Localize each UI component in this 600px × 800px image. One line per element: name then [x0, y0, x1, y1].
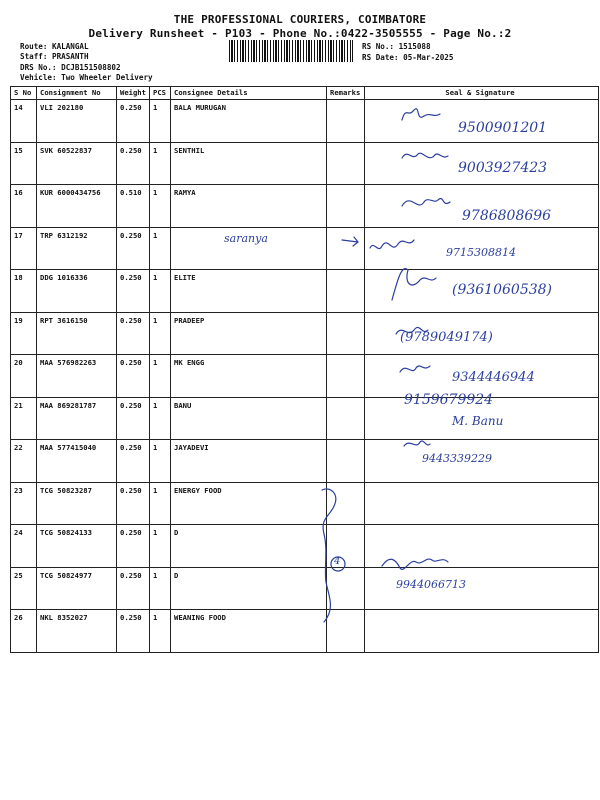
cell-weight: 0.250: [117, 525, 150, 568]
cell-consignment: RPT 3616150: [37, 312, 117, 355]
cell-sno: 24: [11, 525, 37, 568]
handwritten-phone-20: 9344446944: [452, 370, 535, 385]
cell-weight: 0.250: [117, 142, 150, 185]
cell-consignee: MK ENGG: [171, 355, 327, 398]
cell-pcs: 1: [150, 482, 171, 525]
col-signature: Seal & Signature: [365, 87, 599, 100]
handwritten-phone-14: 9500901201: [458, 120, 548, 136]
circle-number: 4: [334, 556, 341, 567]
cell-consignee: JAYADEVI: [171, 440, 327, 483]
cell-consignee: D: [171, 567, 327, 610]
signature-20: [400, 366, 430, 372]
cell-weight: 0.250: [117, 270, 150, 313]
cell-pcs: 1: [150, 610, 171, 653]
cell-pcs: 1: [150, 270, 171, 313]
runsheet-subtitle: Delivery Runsheet - P103 - Phone No.:0422-3505555 - Page No.:2: [88, 27, 512, 40]
cell-weight: 0.250: [117, 100, 150, 143]
handwritten-phone-24: 9944066713: [396, 578, 466, 591]
cell-consignment: TCG 50824977: [37, 567, 117, 610]
handwritten-phone-16: 9786808696: [462, 208, 552, 224]
cell-consignment: MAA 577415040: [37, 440, 117, 483]
cell-sno: 19: [11, 312, 37, 355]
cell-consignment: TRP 6312192: [37, 227, 117, 270]
cell-consignment: TCG 50824133: [37, 525, 117, 568]
col-consignee: Consignee Details: [171, 87, 327, 100]
cell-weight: 0.250: [117, 567, 150, 610]
cell-consignment: KUR 6000434756: [37, 185, 117, 228]
cell-consignment: VLI 202180: [37, 100, 117, 143]
cell-consignee: WEANING FOOD: [171, 610, 327, 653]
rs-number: RS No.: 1515088: [362, 42, 431, 51]
cell-consignee: ELITE: [171, 270, 327, 313]
handwritten-phone-22: 9443339229: [422, 452, 492, 465]
cell-pcs: 1: [150, 100, 171, 143]
cell-consignment: MAA 869281787: [37, 397, 117, 440]
cell-consignee: ENERGY FOOD: [171, 482, 327, 525]
cell-weight: 0.250: [117, 440, 150, 483]
signature-24: [382, 559, 448, 569]
col-sno: S No: [11, 87, 37, 100]
signature-16: [402, 198, 450, 206]
signature-22: [404, 441, 430, 446]
signature-14: [402, 109, 440, 120]
col-remarks: Remarks: [327, 87, 365, 100]
cell-consignee: RAMYA: [171, 185, 327, 228]
cell-consignee: PRADEEP: [171, 312, 327, 355]
cell-consignee: BANU: [171, 397, 327, 440]
handwritten-phone-19: (9789049174): [400, 330, 493, 345]
cell-consignee: BALA MURUGAN: [171, 100, 327, 143]
signature-17: [370, 240, 414, 249]
cell-pcs: 1: [150, 355, 171, 398]
signature-18: [392, 269, 436, 300]
cell-weight: 0.510: [117, 185, 150, 228]
cell-weight: 0.250: [117, 227, 150, 270]
cell-sno: 16: [11, 185, 37, 228]
cell-consignee: SENTHIL: [171, 142, 327, 185]
cell-sno: 17: [11, 227, 37, 270]
cell-pcs: 1: [150, 525, 171, 568]
cell-sno: 21: [11, 397, 37, 440]
handwritten-phone-17: 9715308814: [446, 246, 516, 259]
handwritten-phone-21: 9159679924: [404, 392, 494, 408]
col-pcs: PCS: [150, 87, 171, 100]
cell-consignment: DDG 1016336: [37, 270, 117, 313]
drs-number: DRS No.: DCJB151508802: [20, 63, 121, 72]
handwritten-phone-18: (9361060538): [452, 282, 552, 298]
remark-arrow-17: [342, 237, 358, 246]
cell-sno: 22: [11, 440, 37, 483]
route-label: Route: KALANGAL: [20, 42, 89, 51]
cell-pcs: 1: [150, 440, 171, 483]
col-consignment: Consignment No: [37, 87, 117, 100]
cell-pcs: 1: [150, 185, 171, 228]
signature-15: [402, 153, 448, 158]
cell-weight: 0.250: [117, 355, 150, 398]
handwritten-name-21: M. Banu: [452, 414, 504, 428]
cell-pcs: 1: [150, 312, 171, 355]
vehicle-label: Vehicle: Two Wheeler Delivery: [20, 73, 153, 82]
col-weight: Weight: [117, 87, 150, 100]
cell-consignment: NKL 8352027: [37, 610, 117, 653]
company-title: THE PROFESSIONAL COURIERS, COIMBATORE: [173, 13, 427, 26]
handwritten-name-17: saranya: [224, 232, 268, 245]
cell-consignment: TCG 50823287: [37, 482, 117, 525]
cell-weight: 0.250: [117, 397, 150, 440]
cell-sno: 25: [11, 567, 37, 610]
cell-weight: 0.250: [117, 312, 150, 355]
cell-sno: 15: [11, 142, 37, 185]
cell-weight: 0.250: [117, 610, 150, 653]
cell-consignment: SVK 60522837: [37, 142, 117, 185]
cell-sno: 14: [11, 100, 37, 143]
cell-weight: 0.250: [117, 482, 150, 525]
staff-label: Staff: PRASANTH: [20, 52, 89, 61]
cell-pcs: 1: [150, 142, 171, 185]
handwritten-phone-15: 9003927423: [458, 160, 548, 176]
cell-pcs: 1: [150, 397, 171, 440]
cell-sno: 23: [11, 482, 37, 525]
rs-date: RS Date: 05-Mar-2025: [362, 53, 454, 62]
cell-sno: 20: [11, 355, 37, 398]
cell-sno: 18: [11, 270, 37, 313]
cell-consignee: D: [171, 525, 327, 568]
cell-pcs: 1: [150, 567, 171, 610]
cell-consignment: MAA 576982263: [37, 355, 117, 398]
cell-sno: 26: [11, 610, 37, 653]
cell-pcs: 1: [150, 227, 171, 270]
